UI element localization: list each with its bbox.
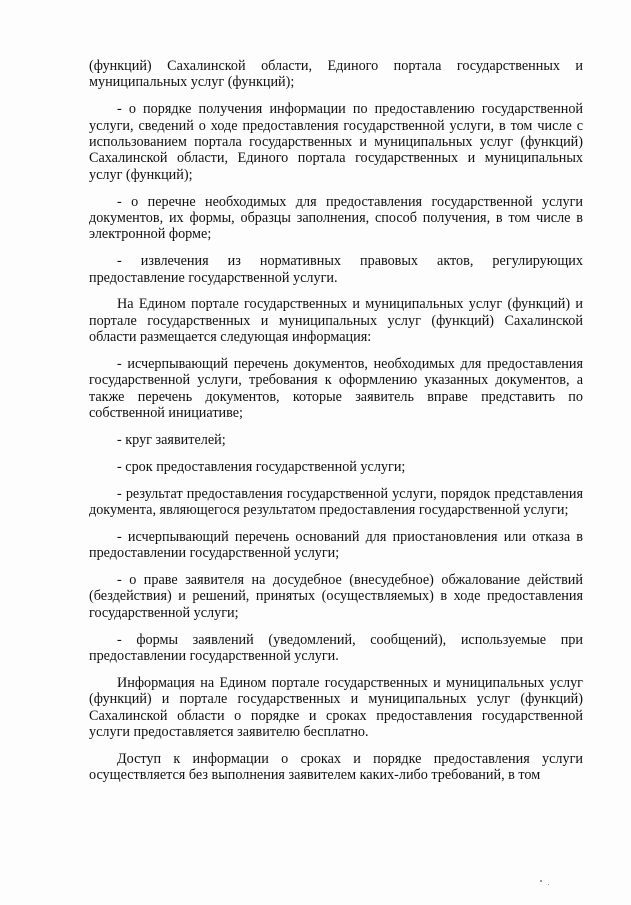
scan-speck bbox=[540, 880, 542, 882]
paragraph: - исчерпывающий перечень документов, необходимых для предоставления государственной услуги, требования к оформлению указанных документов, а также перечень документов, которые заявитель вправе представить по собственной инициативе; bbox=[89, 356, 583, 422]
paragraph: - о перечне необходимых для предоставления государственной услуги документов, их формы, образцы заполнения, способ получения, в том числе в электронной форме; bbox=[89, 193, 583, 243]
document-body bbox=[89, 58, 583, 794]
paragraph: - результат предоставления государственной услуги, порядок представления документа, являющегося результатом предоставления государственной услуги; bbox=[89, 485, 583, 519]
paragraph: На Едином портале государственных и муниципальных услуг (функций) и портале государственных и муниципальных услуг (функций) Сахалинской области размещается следующая информация: bbox=[89, 296, 583, 346]
paragraph: - круг заявителей; bbox=[117, 432, 226, 449]
paragraph: - исчерпывающий перечень оснований для приостановления или отказа в предоставлении государственной услуги; bbox=[89, 528, 583, 562]
paragraph: - срок предоставления государственной услуги; bbox=[117, 458, 406, 475]
paragraph: - извлечения из нормативных правовых актов, регулирующих предоставление государственной услуги. bbox=[89, 253, 583, 286]
paragraph: (функций) Сахалинской области, Единого портала государственных и муниципальных услуг (функций); bbox=[89, 58, 583, 91]
paragraph: - формы заявлений (уведомлений, сообщений), используемые при предоставлении государственной услуги. bbox=[89, 631, 583, 665]
paragraph: Доступ к информации о сроках и порядке предоставления услуги осуществляется без выполнения заявителем каких-либо требований, в том bbox=[89, 750, 583, 784]
scan-speck bbox=[548, 884, 549, 885]
paragraph: Информация на Едином портале государственных и муниципальных услуг (функций) и портале государственных и муниципальных услуг (функций) Сахалинской области о порядке и сроках предоставления государственной услуги предоставляется заявителю бесплатно. bbox=[89, 674, 583, 741]
paragraph: - о порядке получения информации по предоставлению государственной услуги, сведений о ходе предоставления государственной услуги, в том числе с использованием портала государственных и муниципальных услуг (функций) Сахалинской области, Единого портала государственных и муниципальных услуг (функций); bbox=[89, 101, 583, 183]
paragraph: - о праве заявителя на досудебное (внесудебное) обжалование действий (бездействия) и решений, принятых (осуществляемых) в ходе предоставления государственной услуги; bbox=[89, 572, 583, 621]
